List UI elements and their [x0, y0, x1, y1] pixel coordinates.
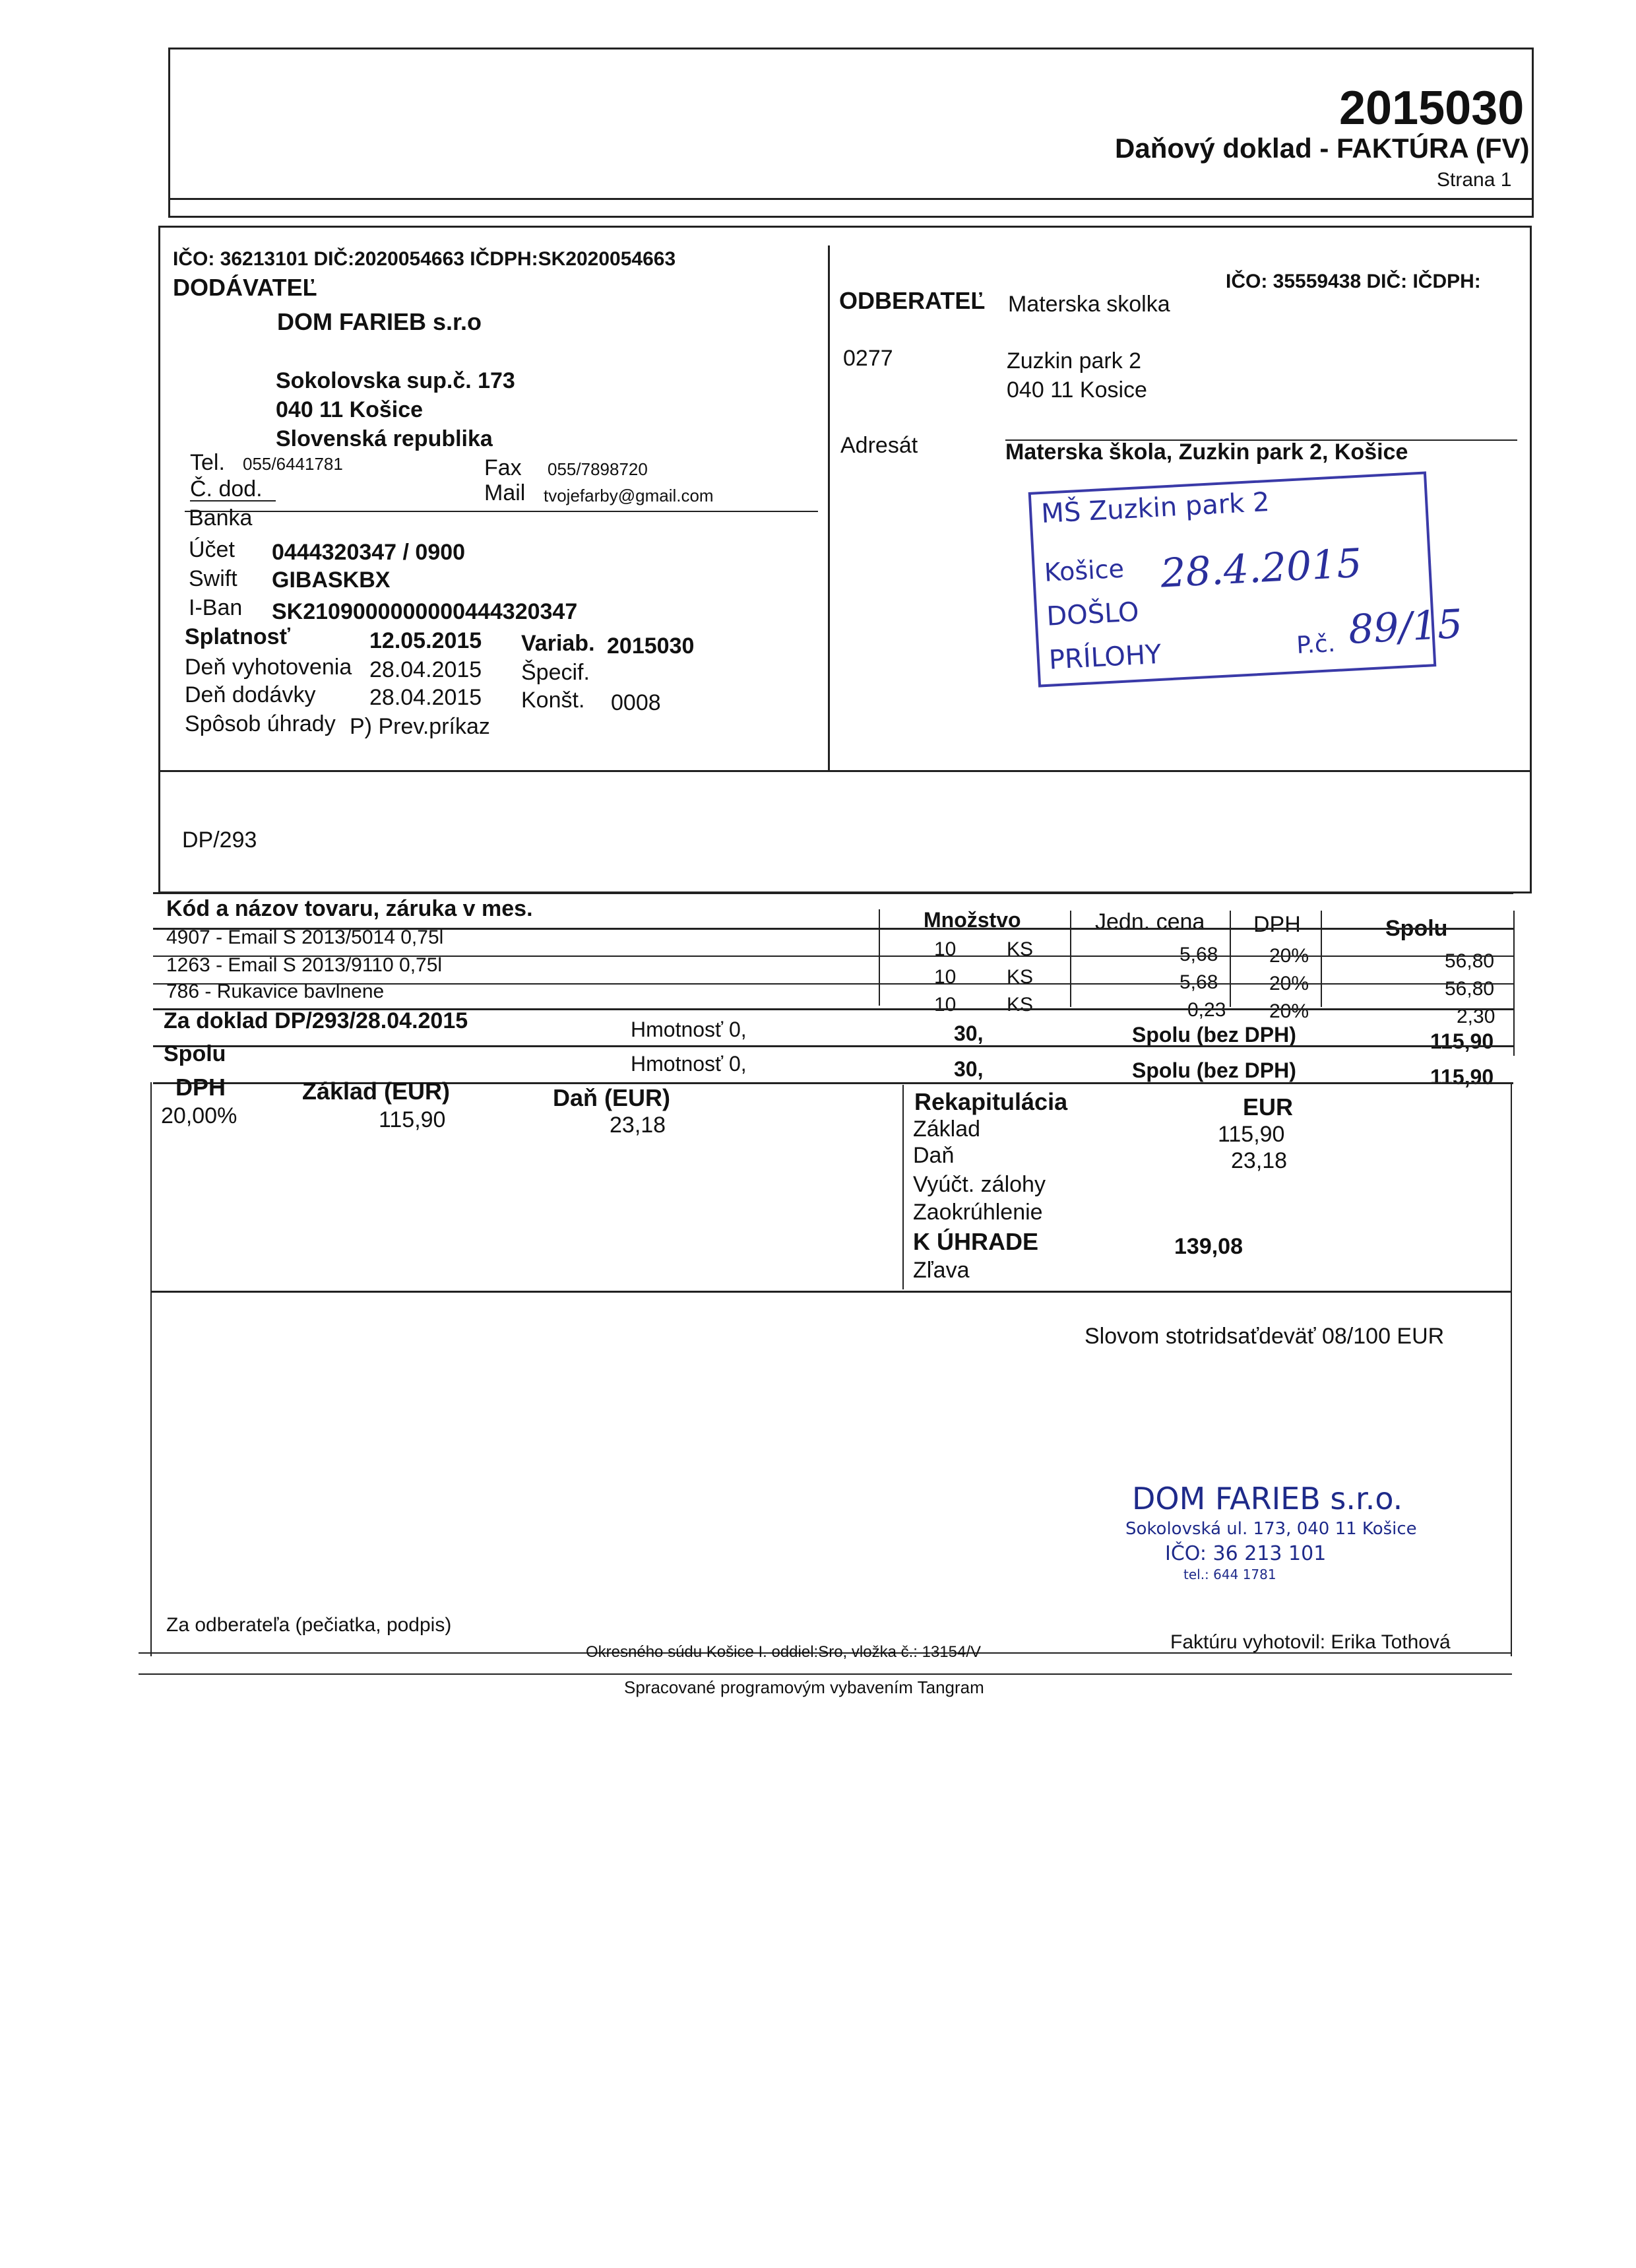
issued-value: 28.04.2015	[369, 657, 482, 682]
supplier-label: DODÁVATEĽ	[173, 274, 317, 301]
supplier-ids: IČO: 36213101 DIČ:2020054663 IČDPH:SK2020054663	[173, 248, 676, 270]
addressee-label: Adresát	[840, 433, 918, 458]
doc-total-weight: Hmotnosť 0,	[631, 1018, 747, 1041]
due-value: 12.05.2015	[369, 628, 482, 653]
account-label: Účet	[189, 537, 235, 562]
item-vat: 20%	[1269, 945, 1309, 967]
customer-signature-label: Za odberateľa (pečiatka, podpis)	[166, 1614, 452, 1636]
software-credit: Spracované programovým vybavením Tangram	[624, 1677, 984, 1697]
recap-base-value: 115,90	[1218, 1122, 1285, 1147]
delivery-label: Deň dodávky	[185, 682, 316, 707]
konst-label: Konšt.	[521, 688, 585, 713]
vat-base: 115,90	[379, 1107, 446, 1132]
bank-label: Banka	[189, 505, 253, 531]
iban-value: SK2109000000000444320347	[272, 599, 578, 624]
cdod-underline	[190, 500, 276, 502]
doc-total-line	[153, 1045, 1513, 1047]
var-value: 2015030	[607, 633, 695, 659]
document-title: Daňový doklad - FAKTÚRA (FV)	[1115, 133, 1530, 164]
amount-in-words: Slovom stotridsaťdeväť 08/100 EUR	[1085, 1324, 1445, 1349]
tel-value: 055/6441781	[243, 454, 343, 474]
item-name: 786 - Rukavice bavlnene	[166, 981, 385, 1002]
grand-total-weight: Hmotnosť 0,	[631, 1052, 747, 1076]
item-unit: KS	[1007, 938, 1034, 960]
grand-total-label: Spolu	[164, 1041, 226, 1066]
customer-ids: IČO: 35559438 DIČ: IČDPH:	[1226, 271, 1481, 292]
swift-label: Swift	[189, 566, 237, 591]
parties-divider	[828, 245, 830, 770]
item-vat: 20%	[1269, 1000, 1309, 1022]
mail-label: Mail	[484, 480, 526, 505]
document-number: 2015030	[1339, 82, 1525, 135]
recap-pay-label: K ÚHRADE	[913, 1228, 1039, 1255]
item-total: 56,80	[1445, 950, 1495, 972]
contact-divider	[185, 511, 818, 512]
company-stamp-line4: tel.: 644 1781	[1183, 1567, 1276, 1582]
tel-label: Tel.	[190, 450, 225, 475]
received-stamp-line4: PRÍLOHY	[1048, 639, 1162, 676]
items-top-line	[153, 892, 1513, 894]
cdod-label: Č. dod.	[190, 476, 263, 502]
received-stamp-line3: DOŠLO	[1046, 597, 1140, 632]
vat-header: DPH	[175, 1074, 226, 1101]
recap-tax-label: Daň	[913, 1143, 955, 1168]
vat-rate: 20,00%	[161, 1103, 237, 1128]
vat-tax-header: Daň (EUR)	[553, 1084, 670, 1111]
item-total: 2,30	[1457, 1006, 1495, 1027]
item-vat: 20%	[1269, 973, 1309, 994]
iban-label: I-Ban	[189, 595, 243, 620]
reference-number: DP/293	[182, 827, 257, 853]
recap-currency: EUR	[1243, 1093, 1294, 1120]
doc-total-sum-label: Spolu (bez DPH)	[1132, 1023, 1296, 1047]
summary-right-edge	[1511, 1082, 1512, 1656]
recap-title: Rekapitulácia	[914, 1088, 1068, 1115]
issued-by: Faktúru vyhotovil: Erika Tothová	[1170, 1631, 1451, 1653]
supplier-country: Slovenská republika	[276, 426, 493, 451]
supplier-street: Sokolovska sup.č. 173	[276, 368, 515, 393]
received-stamp-line1: MŠ Zuzkin park 2	[1040, 486, 1271, 529]
footer-line-2	[139, 1673, 1512, 1675]
item-total: 56,80	[1445, 978, 1495, 1000]
court-registration: Okresného súdu Košice I. oddiel:Sro, vložka č.: 13154/V	[586, 1643, 982, 1661]
received-stamp	[1028, 471, 1464, 687]
swift-value: GIBASKBX	[272, 567, 391, 593]
supplier-name: DOM FARIEB s.r.o	[277, 308, 482, 335]
summary-bottom-line	[150, 1291, 1512, 1293]
method-label: Spôsob úhrady	[185, 711, 336, 736]
col-price-header: Jedn. cena	[1095, 909, 1205, 934]
delivery-value: 28.04.2015	[369, 685, 482, 710]
issued-label: Deň vyhotovenia	[185, 655, 352, 680]
item-name: 4907 - Email S 2013/5014 0,75l	[166, 926, 444, 948]
due-label: Splatnosť	[185, 624, 290, 649]
col-total-header: Spolu	[1385, 916, 1448, 941]
summary-left-edge	[150, 1082, 152, 1656]
fax-value: 055/7898720	[548, 459, 648, 479]
doc-total-qty: 30,	[954, 1021, 984, 1045]
customer-street: Zuzkin park 2	[1007, 348, 1142, 373]
addressee-value: Materska škola, Zuzkin park 2, Košice	[1005, 439, 1408, 465]
grand-total-sum-label: Spolu (bez DPH)	[1132, 1058, 1296, 1082]
grand-total-qty: 30,	[954, 1057, 984, 1081]
item-price: 5,68	[1180, 971, 1218, 993]
recap-discount-label: Zľava	[913, 1258, 970, 1283]
vat-base-header: Základ (EUR)	[302, 1078, 451, 1105]
recap-tax-value: 23,18	[1231, 1148, 1288, 1173]
received-stamp-number: 89/15	[1347, 600, 1464, 653]
recap-left-line	[902, 1085, 904, 1289]
item-qty: 10	[934, 938, 957, 960]
recap-rounding-label: Zaokrúhlenie	[913, 1200, 1043, 1225]
company-stamp	[1125, 1483, 1429, 1589]
recap-advance-label: Vyúčt. zálohy	[913, 1172, 1046, 1197]
received-stamp-line2: Košice	[1043, 554, 1125, 587]
items-col-line-3	[1230, 911, 1231, 1007]
var-label: Variab.	[521, 631, 595, 656]
spec-label: Špecif.	[521, 660, 590, 685]
customer-name: Materska skolka	[1008, 292, 1170, 317]
grand-total-sum: 115,90	[1430, 1065, 1494, 1089]
header-divider	[168, 198, 1534, 200]
company-stamp-line2: Sokolovská ul. 173, 040 11 Košice	[1125, 1519, 1417, 1539]
konst-value: 0008	[611, 690, 661, 715]
col-name-header: Kód a názov tovaru, záruka v mes.	[166, 896, 533, 921]
doc-total-sum: 115,90	[1430, 1029, 1494, 1053]
company-stamp-line1: DOM FARIEB s.r.o.	[1132, 1481, 1403, 1516]
items-col-line-5	[1513, 911, 1515, 1056]
doc-total-label: Za doklad DP/293/28.04.2015	[164, 1008, 468, 1033]
col-qty-header: Množstvo	[924, 908, 1021, 932]
received-stamp-pc: P.č.	[1296, 630, 1337, 660]
vat-tax: 23,18	[610, 1113, 666, 1138]
customer-city: 040 11 Kosice	[1007, 377, 1147, 403]
item-price: 0,23	[1187, 999, 1226, 1021]
item-price: 5,68	[1180, 944, 1218, 965]
items-col-line-1	[879, 909, 880, 1006]
supplier-city: 040 11 Košice	[276, 397, 424, 422]
parties-bottom-divider	[158, 770, 1532, 772]
customer-label: ODBERATEĽ	[839, 287, 986, 314]
account-value: 0444320347 / 0900	[272, 540, 466, 565]
col-vat-header: DPH	[1253, 912, 1301, 937]
item-name: 1263 - Email S 2013/9110 0,75l	[166, 954, 443, 976]
recap-base-label: Základ	[913, 1117, 981, 1142]
items-col-line-4	[1321, 911, 1322, 1007]
page-number: Strana 1	[1437, 169, 1512, 191]
mail-value: tvojefarby@gmail.com	[544, 486, 714, 505]
company-stamp-line3: IČO: 36 213 101	[1165, 1542, 1327, 1565]
method-value: P) Prev.príkaz	[350, 714, 490, 739]
received-stamp-date: 28.4.2015	[1159, 540, 1364, 597]
item-unit: KS	[1007, 966, 1034, 988]
fax-label: Fax	[484, 455, 522, 480]
customer-code: 0277	[843, 346, 893, 371]
recap-pay-value: 139,08	[1174, 1234, 1243, 1259]
item-unit: KS	[1007, 994, 1034, 1016]
item-qty: 10	[934, 994, 957, 1016]
item-qty: 10	[934, 966, 957, 988]
items-col-line-2	[1070, 911, 1071, 1007]
